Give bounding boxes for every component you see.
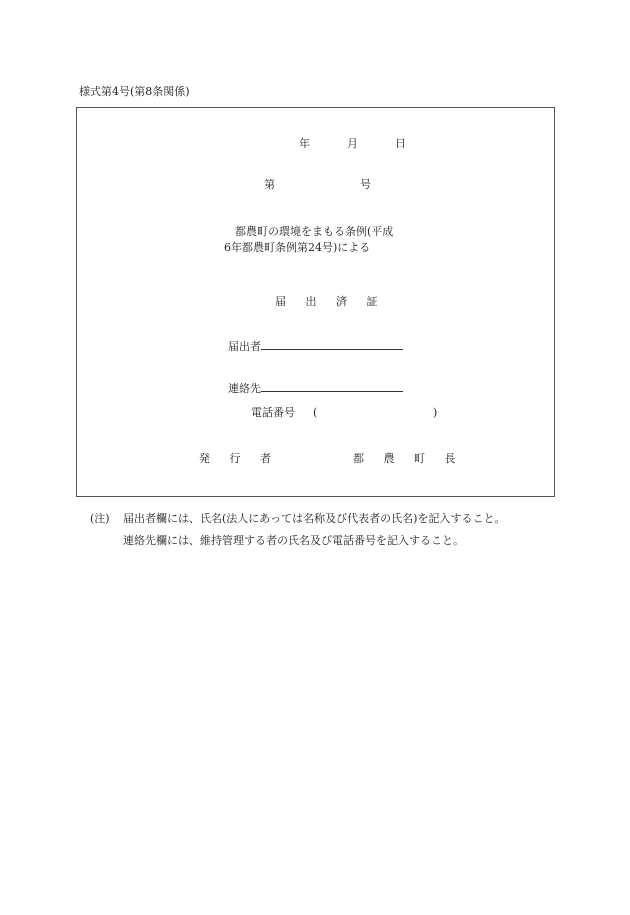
notes-line-1: 届出者欄には、氏名(法人にあっては名称及び代表者の氏名)を記入すること。 xyxy=(123,512,506,525)
issuer-label: 発 行 者 xyxy=(199,452,279,465)
notifier-label: 届出者 xyxy=(228,340,261,353)
basis-line-1: 都農町の環境をまもる条例(平成 xyxy=(235,225,394,238)
number-prefix: 第 xyxy=(264,178,275,191)
notifier-field[interactable] xyxy=(261,339,403,350)
notifier-row xyxy=(228,339,403,352)
phone-label: 電話番号 xyxy=(251,406,295,419)
issuer-name: 都 農 町 長 xyxy=(353,452,464,465)
certificate-title: 届 出 済 証 xyxy=(275,295,386,308)
date-year-label: 年 xyxy=(299,137,310,150)
form-title: 様式第4号(第8条関係) xyxy=(79,85,190,98)
date-month-label: 月 xyxy=(347,137,358,150)
contact-label: 連絡先 xyxy=(228,382,261,395)
contact-row xyxy=(228,381,403,394)
certificate-form xyxy=(76,107,555,497)
phone-open-paren: ( xyxy=(313,406,318,419)
notes-marker: (注) xyxy=(90,512,110,525)
contact-field[interactable] xyxy=(261,381,403,392)
phone-close-paren: ) xyxy=(433,406,438,419)
notes-line-2: 連絡先欄には、維持管理する者の氏名及び電話番号を記入すること。 xyxy=(123,534,464,547)
date-day-label: 日 xyxy=(395,137,406,150)
basis-line-2: 6年都農町条例第24号)による xyxy=(224,241,371,254)
number-suffix: 号 xyxy=(360,178,371,191)
